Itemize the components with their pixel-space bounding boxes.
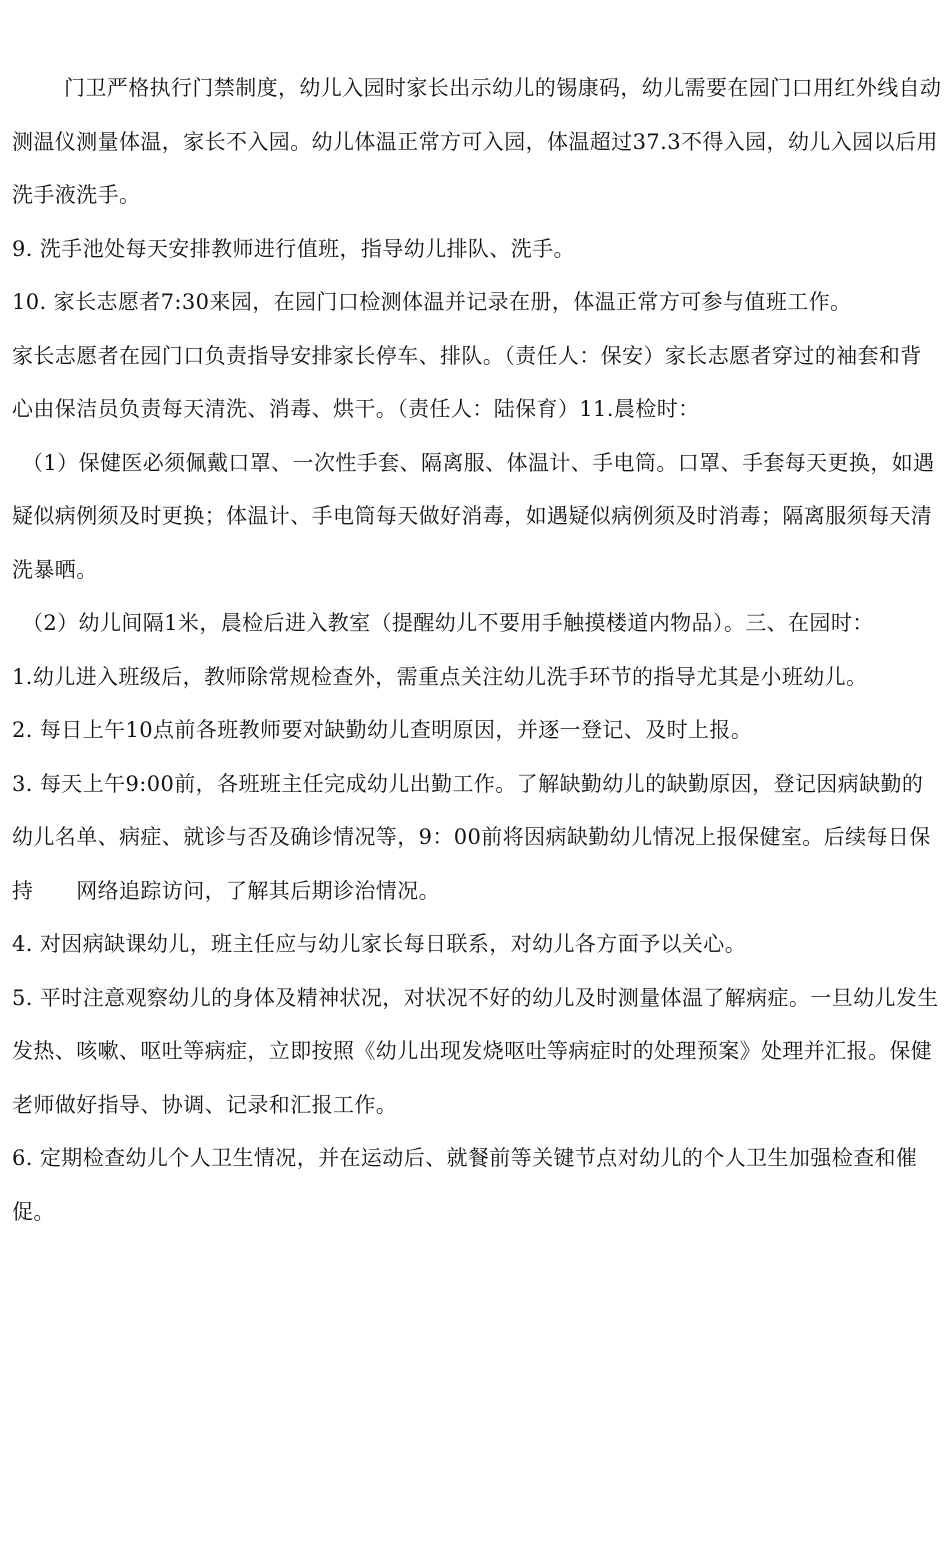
paragraph-entry-rules: 门卫严格执行门禁制度，幼儿入园时家长出示幼儿的锡康码，幼儿需要在园门口用红外线自动测温仪测量体温，家长不入园。幼儿体温正常方可入园，体温超过37.3不得入园，幼儿入园以后用洗手液洗手。 — [12, 76, 942, 207]
paragraph-volunteer-duties: 家长志愿者在园门口负责指导安排家长停车、排队。（责任人：保安）家长志愿者穿过的袖套和背心由保洁员负责每天清洗、消毒、烘干。（责任人：陆保育）11.晨检时： — [12, 343, 922, 421]
paragraph-morning-check-2: （2）幼儿间隔1米，晨检后进入教室（提醒幼儿不要用手触摸楼道内物品）。三、在园时： — [22, 611, 874, 635]
paragraph-morning-check-1: （1）保健医必须佩戴口罩、一次性手套、隔离服、体温计、手电筒。口罩、手套每天更换，如遇疑似病例须及时更换；体温计、手电筒每天做好消毒，如遇疑似病例须及时消毒；隔离服须每天清洗暴晒。 — [12, 450, 935, 582]
paragraph-item-10: 10. 家长志愿者7:30来园，在园门口检测体温并记录在册，体温正常方可参与值班工作。 — [12, 290, 852, 314]
paragraph-in-park-5: 5. 平时注意观察幼儿的身体及精神状况，对状况不好的幼儿及时测量体温了解病症。一旦幼儿发生发热、咳嗽、呕吐等病症，立即按照《幼儿出现发烧呕吐等病症时的处理预案》处理并汇报。保健老师做好指导、协调、记录和汇报工作。 — [12, 985, 939, 1117]
paragraph-in-park-6: 6. 定期检查幼儿个人卫生情况，并在运动后、就餐前等关键节点对幼儿的个人卫生加强检查和催促。 — [12, 1146, 918, 1224]
paragraph-in-park-1: 1.幼儿进入班级后，教师除常规检查外，需重点关注幼儿洗手环节的指导尤其是小班幼儿。 — [12, 664, 868, 689]
paragraph-in-park-4: 4. 对因病缺课幼儿，班主任应与幼儿家长每日联系，对幼儿各方面予以关心。 — [12, 932, 747, 956]
paragraph-item-9: 9. 洗手池处每天安排教师进行值班，指导幼儿排队、洗手。 — [12, 236, 575, 261]
paragraph-in-park-3: 3. 每天上午9:00前，各班班主任完成幼儿出勤工作。了解缺勤幼儿的缺勤原因，登记因病缺勤的幼儿名单、病症、就诊与否及确诊情况等，9：00前将因病缺勤幼儿情况上报保健室。后续每日保持 网络追踪访问，了解其后期诊治情况。 — [12, 771, 931, 903]
paragraph-in-park-2: 2. 每日上午10点前各班教师要对缺勤幼儿查明原因，并逐一登记、及时上报。 — [12, 718, 753, 742]
